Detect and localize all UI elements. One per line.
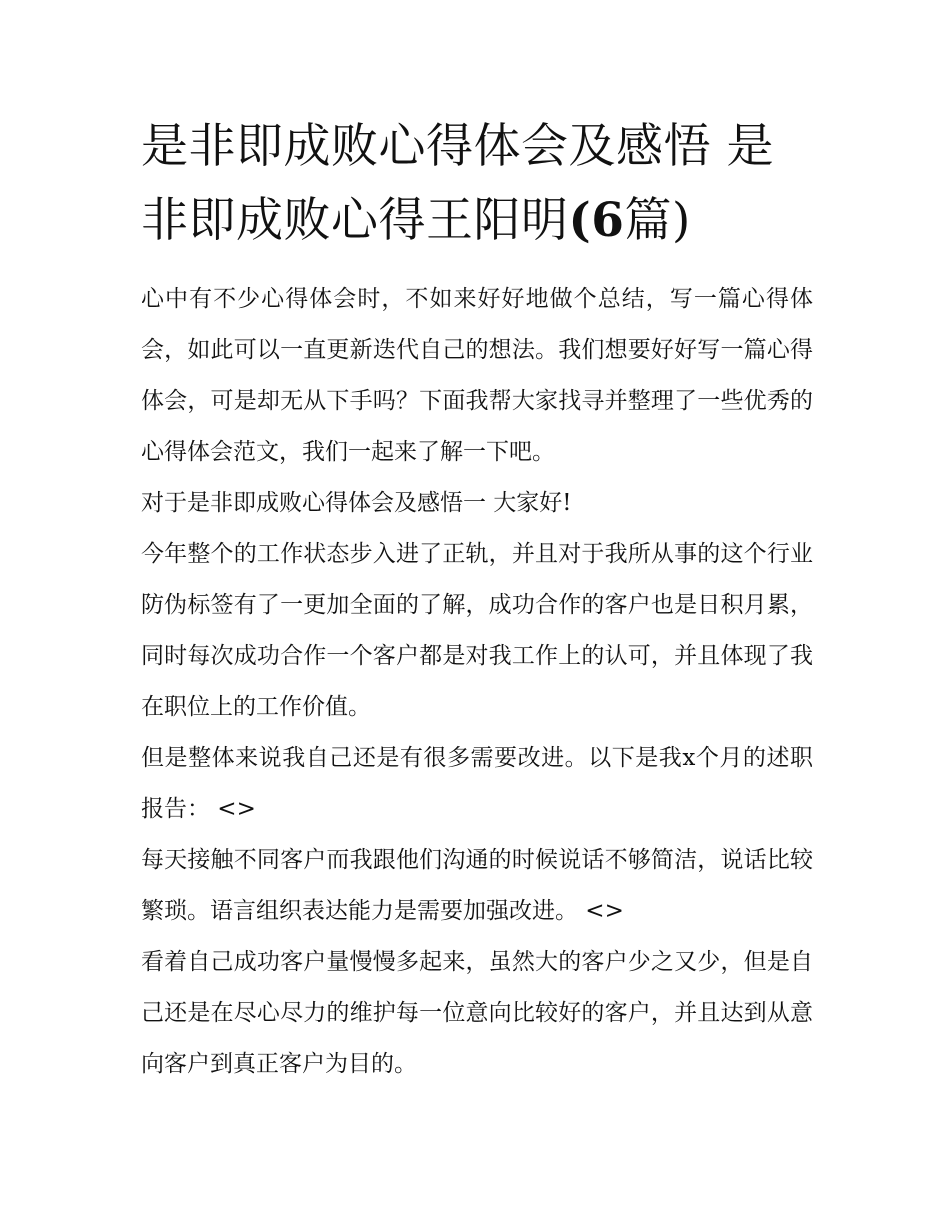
paragraph-communication: 每天接触不同客户而我跟他们沟通的时候说话不够简洁，说话比较繁琐。语言组织表达能力是需要加强改进。 <> <box>141 847 813 924</box>
document-title: 是非即成败心得体会及感悟 是非即成败心得王阳明(6篇) <box>141 119 774 248</box>
title-count: (6 <box>568 193 625 248</box>
paragraph-improvement: 但是整体来说我自己还是有很多需要改进。以下是我x个月的述职报告： <> <box>141 745 813 822</box>
paragraph-customers: 看着自己成功客户量慢慢多起来，虽然大的客户少之又少，但是自己还是在尽心尽力的维护每一位意向比较好的客户，并且达到从意向客户到真正客户为目的。 <box>141 949 813 1077</box>
paragraph-intro: 心中有不少心得体会时，不如来好好地做个总结，写一篇心得体会，如此可以一直更新迭代自己的想法。我们想要好好写一篇心得体会，可是却无从下手吗？下面我帮大家找寻并整理了一些优秀的心得体会范文，我们一起来了解一下吧。 <box>141 286 813 465</box>
paragraph-greeting: 对于是非即成败心得体会及感悟一 大家好! <box>141 490 572 516</box>
document-body <box>141 274 813 1090</box>
paragraph-work-status: 今年整个的工作状态步入进了正轨，并且对于我所从事的这个行业防伪标签有了一更加全面的了解，成功合作的客户也是日积月累，同时每次成功合作一个客户都是对我工作上的认可，并且体现了我在职位上的工作价值。 <box>141 541 813 720</box>
document-page <box>141 110 813 1090</box>
